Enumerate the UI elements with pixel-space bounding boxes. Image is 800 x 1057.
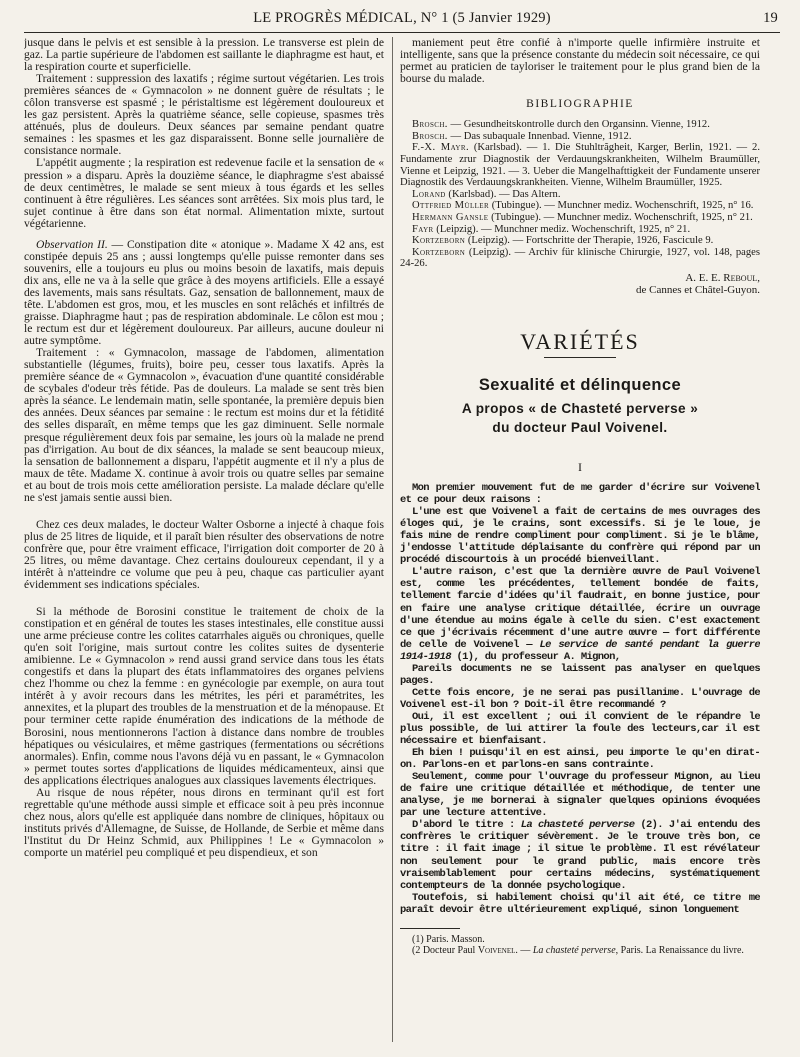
bibliography-entry <box>400 212 760 224</box>
article-subtitle-line1: A propos « de Chasteté perverse » <box>461 401 699 416</box>
paragraph: Chez ces deux malades, le docteur Walter Osborne a injecté à chaque fois plus de 25 litres de liquide, et il paraît bien résulter des observations de notre confrère que, pour être vraiment efficace, l'irrigation doit comporter de 20 à 25 litres, ou même davantage. Chez certains douloureux cependant, il y a intérêt à n'atteindre ce volume que peu à peu, chaque cas particulier ayant évidemment ses indications spéciales. <box>24 517 384 592</box>
section-number: I <box>578 460 582 474</box>
paragraph: Pareils documents ne se laissent pas analyser en quelques pages. <box>400 662 760 687</box>
bibliography-author: Lorand <box>412 188 446 200</box>
paragraph: Oui, il est excellent ; oui il convient de le répandre le plus possible, de lui attirer la foule des lecteurs,car il est nécessaire et bienfaisant. <box>400 710 760 748</box>
paragraph-text: L'autre raison, c'est que la dernière œuvre de Paul Voivenel est, comme les précédentes, tellement bondée de faits, tellement farcie d'idées qu'il faudrait, en bonne justice, pour en faire une analyse critique détaillée, écrire un ouvrage d'une étendue au moins égale à celle du sien. C'est exactement ce que j'écrivais récemment d'une autre œuvre — fort différente de celle de Voivenel — <box>400 566 760 651</box>
section-heading-varietes: VARIÉTÉS <box>520 328 640 354</box>
signature-name: A. E. E. Reboul, <box>685 271 760 284</box>
paragraph: L'une est que Voivenel a fait de certains de mes ouvrages des éloges qui, je le crains, sont excessifs. Si je le loue, je fais mine de rendre compliment pour compliment. Si je le blâme, j'endosse l'attitude déplaisante du confrère qui répond par un procédé discourtois à un procédé bienveillant. <box>400 506 760 567</box>
paragraph: Si la méthode de Borosini constitue le traitement de choix de la constipation et en général de toutes les stases intestinales, elle constitue aussi une arme précieuse contre les colites catarrhales aiguës ou chroniques, quelle qu'en soit l'origine, mais surtout contre les colites suites de dysenterie amibienne. Le « Gymnacolon » rend aussi grand service dans tous les états congestifs et dans la plupart des états inflammatoires des organes pelviens chez l'homme ou chez la femme : en gynécologie par exemple, on aura tout intérêt à y avoir recours dans les métrites, les péri et paramétrites, les annexites, et la plupart des troubles de la menstruation et de la ménopause. Et pour terminer cette rapide énumération des indications de la méthode de Borosini, nous mentionnerons l'action à distance dans nombre de troubles hépatiques ou vésiculaires, et même gastriques (fermentations ou sécrétions anormales). Enfin, comme nous l'avons déjà vu en passant, le « Gymnacolon » permet toutes sortes d'applications de liquides médicamenteux, ainsi que des applications électriques analogues aux classiques lavements électriques. <box>24 605 384 787</box>
bibliography-author: Ottfried Müller <box>412 200 490 212</box>
footnote-author: Voivenel <box>477 944 516 956</box>
bibliography-entry <box>400 119 760 131</box>
paragraph: Traitement : suppression des laxatifs ; régime surtout végétarien. Les trois premières séances de « Gymnacolon » ne donnent guère de résultats ; le côlon transverse est spasmé ; le péristaltisme est légèrement douloureux et les gaz persistent. Après la quatrième séance, selle copieuse, spasmes très atténués, plus de douleurs. Deux séances par semaine pendant quatre semaines : les spasmes et les gaz disparaissent. Bonne selle journalière de consistance normale. <box>24 72 384 158</box>
bibliography-text: (Karlsbad). — 1. Die Stuhltrãgheit, Karger, Berlin, 1921. — 2. Fundamente zrur Diagnostik der Verdauungskrankheiten, Wilhelm Braumüller, Vienne et Leipzig, 1921. — 3. Ueber die Mangelhafttigkeit der Fundamente unserer Diagnostik des Verdauungskrankheiten. Vienne, Wilhelm Braumüller, 1925. <box>400 142 760 189</box>
paragraph: Eh bien ! puisqu'il en est ainsi, peu importe le qu'en dirat-on. Parlons-en et parlons-en sans contrainte. <box>400 747 760 772</box>
article-body <box>400 482 760 916</box>
paragraph <box>400 566 760 662</box>
footnote: (1) Paris. Masson. <box>412 933 485 945</box>
paragraph-text: D'abord le titre : <box>412 819 515 832</box>
column-divider <box>392 37 393 1042</box>
observation-text: — Constipation dite « atonique ». Madame X 42 ans, est constipée depuis 25 ans ; aussi longtemps qu'elle puisse remonter dans ses souvenirs, elle a toujours eu plus ou moins besoin de laxatifs, mais depuis dix ans, elle ne va à la selle que grâce à des moyens artificiels. Elle a essayé des lavements, mais sans résultats. Gaz, sensation de ballonnement, maux de tête. L'abdomen est gros, mou, et les muscles en sont relâchés et infiltrés de graisse. Diaphragme haut ; pas de respiration abdominale. Le côlon est mou ; le rectum est dur et légèrement douloureux. Par ailleurs, aucune douleur ni autre symptôme. <box>24 237 384 348</box>
paragraph: Mon premier mouvement fut de me garder d'écrire sur Voivenel et ce pour deux raisons : <box>400 482 760 507</box>
article-title: Sexualité et délinquence <box>478 375 682 394</box>
observation-paragraph <box>24 239 384 347</box>
footnotes <box>400 934 760 956</box>
footnote-text: , Paris. La Renaissance du livre. <box>615 944 744 956</box>
bibliography-text: (Leipzig). — Fortschritte der Therapie, 1926, Fascicule 9. <box>465 235 714 247</box>
paragraph: Au risque de nous répéter, nous dirons en terminant qu'il est fort regrettable qu'une méthode aussi simple et efficace soit à peu près inconnue chez nous, alors qu'elle est appliquée dans nombre de cliniques, hôpitaux ou instituts privés d'Allemagne, de Suisse, de Hollande, de Serbie et même dans l'Institut du Dr Heinz Schmid, aux Philippines ! Le « Gymnacolon » comporte un matériel peu compliqué et peu dispendieux, et son <box>24 785 384 859</box>
bibliography-entry <box>400 142 760 188</box>
bibliography-entry <box>400 189 760 201</box>
bibliography-text: — Gesundheitskontrolle durch den Organsinn. Vienne, 1912. <box>447 119 710 131</box>
header-rule <box>24 32 780 33</box>
bibliography-text: — Das subaquale Innenbad. Vienne, 1912. <box>447 130 632 142</box>
bibliography-author: Hermann Gansle <box>412 211 489 223</box>
bibliography-text: (Tubingue). — Munchner mediz. Wochenschrift, 1925, n° 16. <box>489 200 754 212</box>
bibliography-entry <box>400 200 760 212</box>
paragraph: jusque dans le pelvis et est sensible à la pression. Le transverse est plein de gaz. La partie supérieure de l'abdomen est saillante le diaphragme est haut, et la respiration courte et superficielle. <box>24 37 384 74</box>
bibliography-author: Kortzeborn <box>412 235 466 247</box>
signature-place: de Cannes et Châtel-Guyon. <box>635 283 760 296</box>
footnote-text: (2 Docteur Paul <box>412 944 478 956</box>
bibliography-entry <box>400 224 760 236</box>
paragraph: Cette fois encore, je ne serai pas pusillanime. L'ouvrage de Voivenel est-il bon ? Doit-il être recommandé ? <box>400 686 760 711</box>
journal-title: LE PROGRÈS MÉDICAL, N° 1 (5 Janvier 1929) <box>253 10 551 26</box>
paragraph: Toutefois, si habilement choisi qu'il ait été, ce titre me paraît devoir être ultérieurement expliqué, sinon longuement <box>400 891 760 916</box>
article-subtitle <box>400 399 760 437</box>
paragraph: maniement peut être confié à n'importe quelle infirmière instruite et intelligente, sans que la présence constante du médecin soit nécessaire, ce qui permet au praticien de tayloriser le traitement pour le plus grand bien de la bourse du malade. <box>400 37 760 86</box>
bibliography-entry <box>400 131 760 143</box>
footnote-title: La chasteté perverse <box>532 944 616 956</box>
section-rule <box>544 357 616 358</box>
bibliography-entry <box>400 235 760 247</box>
paragraph: Traitement : « Gymnacolon, massage de l'abdomen, alimentation substantielle (légumes, fruits), boire peu, cesser tous laxatifs. Après la première séance de « Gymnacolon », évacuation d'une quantité considérable de scybales d'odeur très fétide. Pas de douleurs. La malade se sent très bien après la séance. Le lendemain matin, selle spontanée, la première depuis bien des années. Deux séances par semaine : le rectum est moins dur et la fétidité des selles disparaît, en même temps que les gaz diminuent. Selle normale presque régulièrement deux fois par semaine, les jours où la malade ne prend pas d'irrigation. Au bout de dix séances, la malade se sent beaucoup mieux, la sensation de ballonnement a disparu, l'appétit augmente et il n'y a plus de maux de tête. Madame X. continue à avoir trois ou quatre selles par semaine et au bout de trois mois cette amélioration persiste. La malade déclare qu'elle ne s'est jamais sentie aussi bien. <box>24 346 384 504</box>
footnote-text: . — <box>515 944 533 956</box>
bibliography-text: (Leipzig). — Munchner mediz. Wochenschrift, 1925, n° 21. <box>433 223 691 235</box>
footnote-rule <box>400 928 460 929</box>
article-subtitle-line2: du docteur Paul Voivenel. <box>492 420 668 435</box>
paragraph-text: (1), du professeur A. Mignon, <box>450 650 621 663</box>
bibliography-author: F.-X. Mayr. <box>412 142 470 154</box>
bibliography-author: Brosch. <box>412 119 448 131</box>
journal-page <box>24 8 780 1050</box>
bibliography-text: (Karlsbad). — Das Altern. <box>445 188 561 200</box>
right-column <box>400 37 760 1045</box>
footnote <box>400 945 760 956</box>
bibliography <box>400 119 760 270</box>
cited-title: La chasteté perverse <box>520 819 635 832</box>
paragraph: Seulement, comme pour l'ouvrage du professeur Mignon, au lieu de faire une critique détaillée et méthodique, de tenter une analyse, je me bornerai à signaler quelques opinions évoquées par une lecture attentive. <box>400 771 760 820</box>
left-column <box>24 37 384 1045</box>
paragraph-text: (2). J'ai entendu des confrères le critiquer sévèrement. Je le trouve très bon, ce titre : il fait image ; il situe le problème. Il est révélateur non seulement pour le grand public, mais encore très vraisemblablement pour certains médecins, systématiquement contempteurs de la donnée psychologique. <box>400 819 760 892</box>
bibliography-heading: BIBLIOGRAPHIE <box>526 98 634 111</box>
cited-title: Le service de santé pendant la guerre 1914-1918 <box>400 638 760 663</box>
bibliography-author: Brosch. <box>412 130 448 142</box>
page-number: 19 <box>763 10 778 26</box>
bibliography-entry <box>400 247 760 270</box>
observation-label: Observation II. <box>36 237 108 251</box>
running-head <box>24 8 780 28</box>
paragraph <box>400 819 760 891</box>
author-signature <box>400 272 760 296</box>
bibliography-text: (Tubingue). — Munchner mediz. Wochenschrift, 1925, n° 21. <box>488 211 753 223</box>
bibliography-text: (Leipzig). — Archiv für klinische Chirurgie, 1927, vol. 148, pages 24-26. <box>400 246 760 270</box>
bibliography-author: Fayr <box>412 223 434 235</box>
paragraph: L'appétit augmente ; la respiration est redevenue facile et la sensation de « pression » a disparu. Après la douzième séance, le diaphragme s'est abaissé de deux centimètres, le malade se sent mieux à tous égards et les selles continuent à être régulières. Les séances sont arrêtées. Six mois plus tard, le sujet continue à être dans son état normal. Alimentation mixte, surtout végétarienne. <box>24 156 384 230</box>
bibliography-author: Kortzeborn <box>412 246 466 258</box>
